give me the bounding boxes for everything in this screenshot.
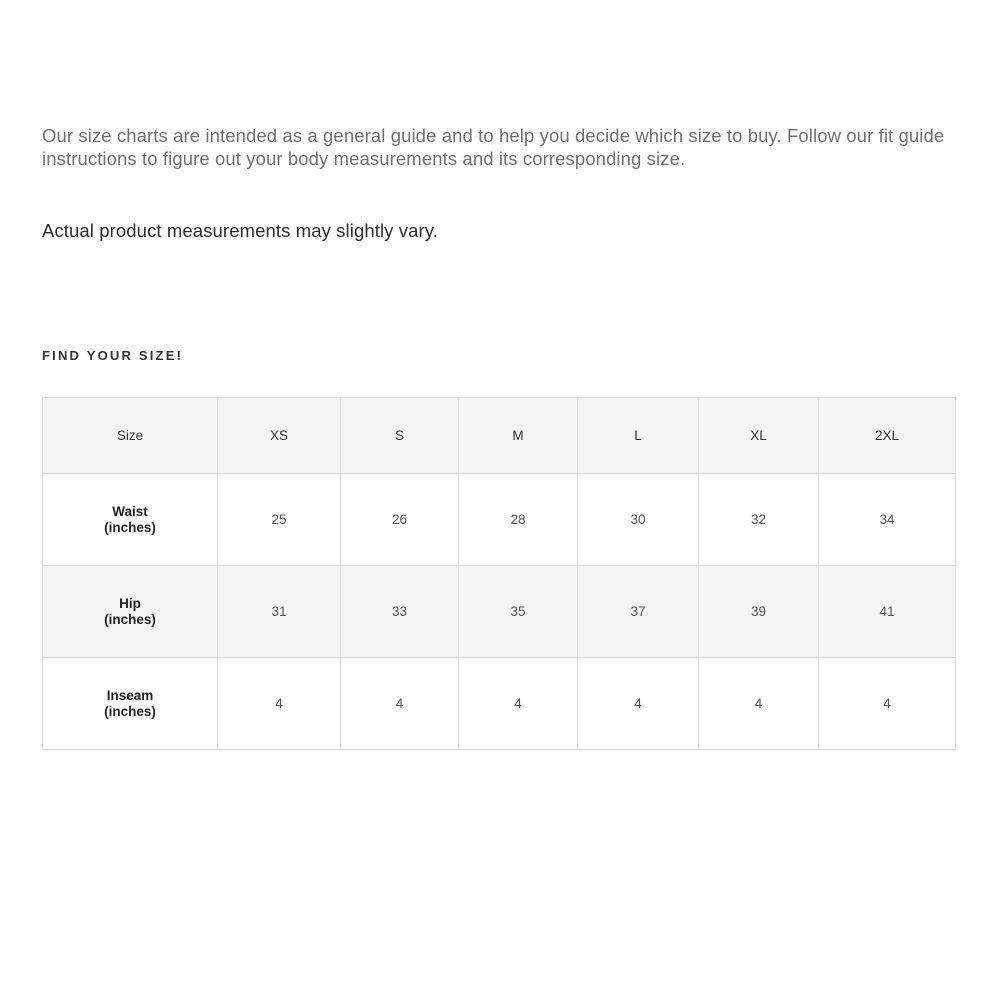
size-header-s: S [341,398,459,474]
size-header-2xl: 2XL [819,398,956,474]
section-title: FIND YOUR SIZE! [42,348,184,363]
inseam-row [43,658,956,750]
intro-text: Our size charts are intended as a general guide and to help you decide which size to buy. Follow our fit guide instructions to figure out your body measurements and its corresponding size. [42,125,945,169]
waist-value-xl: 32 [699,474,819,566]
inseam-value-xs: 4 [218,658,341,750]
hip-label: Hip [119,595,141,611]
waist-row-label [43,474,218,566]
waist-value-xs: 25 [218,474,341,566]
waist-row [43,474,956,566]
size-header-xl: XL [699,398,819,474]
inseam-label: Inseam [106,687,154,703]
waist-label: Waist [112,503,148,519]
hip-value-xl: 39 [699,566,819,658]
inseam-value-xl: 4 [699,658,819,750]
hip-value-s: 33 [341,566,459,658]
hip-value-l: 37 [578,566,699,658]
size-chart-table [42,397,956,750]
size-header-xs: XS [218,398,341,474]
inseam-unit: (inches) [104,703,156,719]
size-header-row [43,398,956,474]
hip-value-2xl: 41 [819,566,956,658]
inseam-value-2xl: 4 [819,658,956,750]
inseam-value-s: 4 [341,658,459,750]
inseam-value-l: 4 [578,658,699,750]
waist-value-l: 30 [578,474,699,566]
inseam-row-label [43,658,218,750]
waist-value-m: 28 [459,474,578,566]
size-header-l: L [578,398,699,474]
measurement-note: Actual product measurements may slightly vary. [42,220,438,241]
size-header-label: Size [43,398,218,474]
hip-row [43,566,956,658]
size-header-m: M [459,398,578,474]
hip-value-m: 35 [459,566,578,658]
waist-value-2xl: 34 [819,474,956,566]
hip-unit: (inches) [104,611,156,627]
waist-unit: (inches) [104,519,156,535]
hip-row-label [43,566,218,658]
waist-value-s: 26 [341,474,459,566]
inseam-value-m: 4 [459,658,578,750]
hip-value-xs: 31 [218,566,341,658]
